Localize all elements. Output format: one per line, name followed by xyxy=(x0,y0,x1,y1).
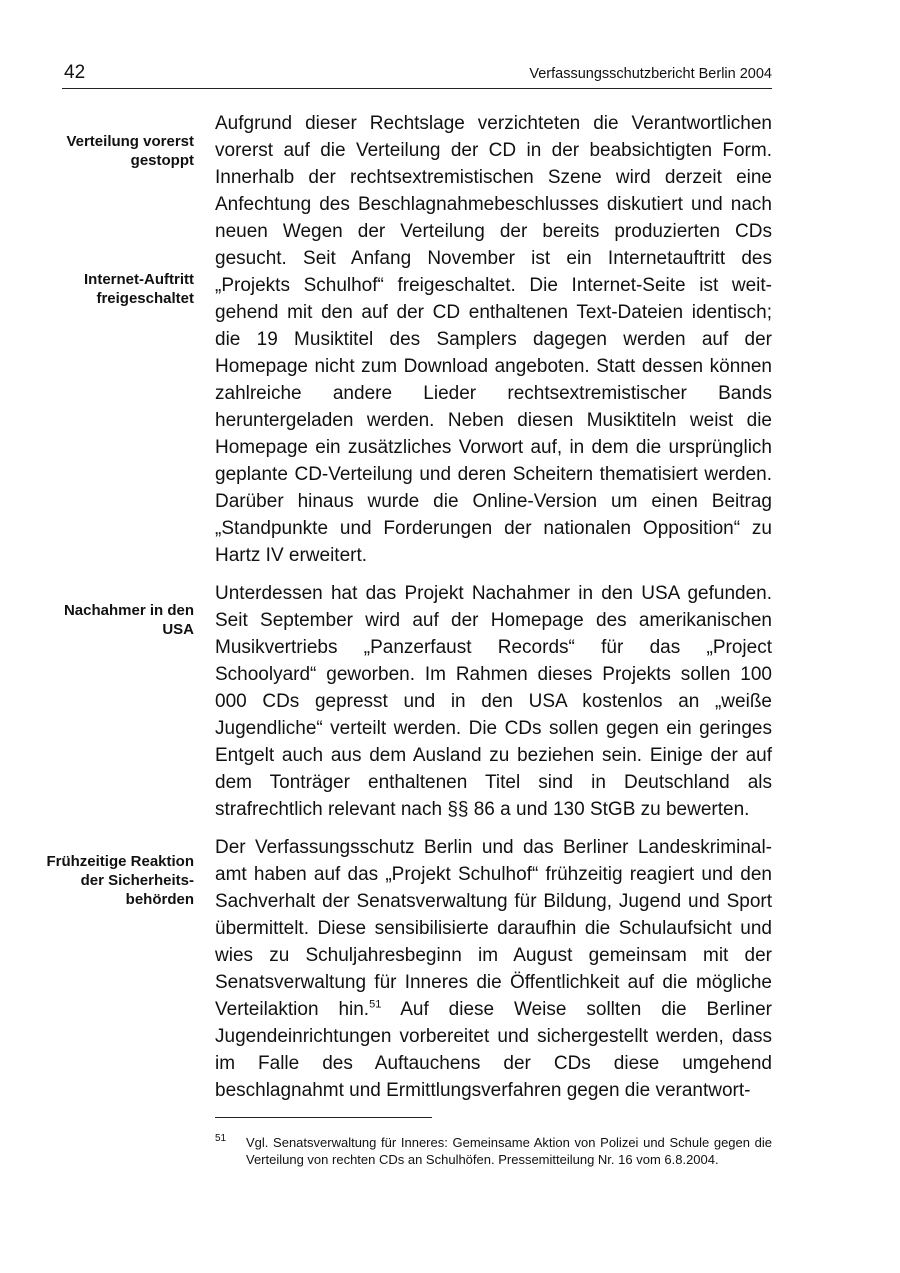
footnote-text: Vgl. Senatsverwaltung für Inneres: Gemeinsame Aktion von Polizei und Schule gegen die Verteilung von rechten CDs an Schulhöfen. Pressemitteilung Nr. 16 vom 6.8.2004. xyxy=(246,1135,772,1167)
paragraph-3-part-2: Auf diese Weise sollten die Berliner Jugendeinrichtungen vorbereitet und sichergestellt werden, dass im Falle des Auftauchens der CDs diese umgehend beschlagnahmt und Ermittlungsverfahren gegen die verantwort- xyxy=(215,999,772,1101)
paragraph-2: Unterdessen hat das Projekt Nachahmer in den USA gefunden. Seit September wird auf der Homepage des amerikanischen Musikvertriebs „Panzerfaust Records“ für das „Project Schoolyard“ geworben. Im Rahmen dieses Projekts sollen 100 000 CDs gepresst und in den USA kostenlos an „weiße Jugendliche“ verteilt werden. Die CDs sollen gegen ein geringes Entgelt auch aus dem Ausland zu beziehen sein. Einige der auf dem Tonträger enthaltenen Titel sind in Deutschland als strafrechtlich relevant nach §§ 86 a und 130 StGB zu bewerten. xyxy=(215,583,772,820)
sidenote-early-reaction: Frühzeitige Reaktion der Sicherheits-behörden xyxy=(46,853,194,908)
footnote-separator xyxy=(215,1117,432,1118)
footnote-number: 51 xyxy=(215,1133,227,1144)
running-title: Verfassungsschutzbericht Berlin 2004 xyxy=(529,66,772,82)
sidenote-internet-presence: Internet-Auftritt freigeschaltet xyxy=(84,271,194,307)
page-number: 42 xyxy=(64,62,86,83)
sidenote-distribution-stopped: Verteilung vorerst gestoppt xyxy=(66,133,194,169)
paragraph-3-part-1: Der Verfassungsschutz Berlin und das Berliner Landeskriminalamt haben auf das „Projekt Schulhof“ frühzeitig reagiert und den Sachverhalt der Senatsverwaltung für Bildung, Jugend und Sport übermittelt. Diese sensibilisierte daraufhin die Schulaufsicht und wies zu Schuljahresbeginn im August gemeinsam mit der Senatsverwaltung für Inneres die Öffentlichkeit auf die mögliche Verteilaktion hin. xyxy=(215,837,772,1020)
page-header xyxy=(62,60,772,89)
sidenote-imitators-usa: Nachahmer in den USA xyxy=(63,602,194,638)
paragraph-3 xyxy=(215,834,772,1104)
footnote-reference[interactable]: 51 xyxy=(369,998,382,1011)
paragraph-1: Aufgrund dieser Rechtslage verzichteten die Verantwortlichen vorerst auf die Verteilung der CD in der beabsichtigten Form. Innerhalb der rechtsextremistischen Szene wird derzeit eine Anfechtung des Beschlagnahmebeschlusses diskutiert und nach neuen Wegen der Verteilung der bereits produzierten CDs gesucht. Seit Anfang November ist ein Internetauftritt des „Projekts Schulhof“ freigeschaltet. Die Internet-Seite ist weitgehend mit den auf der CD enthaltenen Text-Dateien identisch; die 19 Musiktitel des Samplers dagegen werden auf der Homepage nicht zum Download angeboten. Statt dessen können zahlreiche andere Lieder rechtsextremistischer Bands heruntergeladen werden. Neben diesen Musiktiteln weist die Homepage ein zusätzliches Vorwort auf, in dem die ursprünglich geplante CD-Verteilung und deren Scheitern thematisiert werden. Darüber hinaus wurde die Online-Version um einen Beitrag „Standpunkte und Forderungen der nationalen Opposition“ zu Hartz IV erweitert. xyxy=(215,113,772,566)
